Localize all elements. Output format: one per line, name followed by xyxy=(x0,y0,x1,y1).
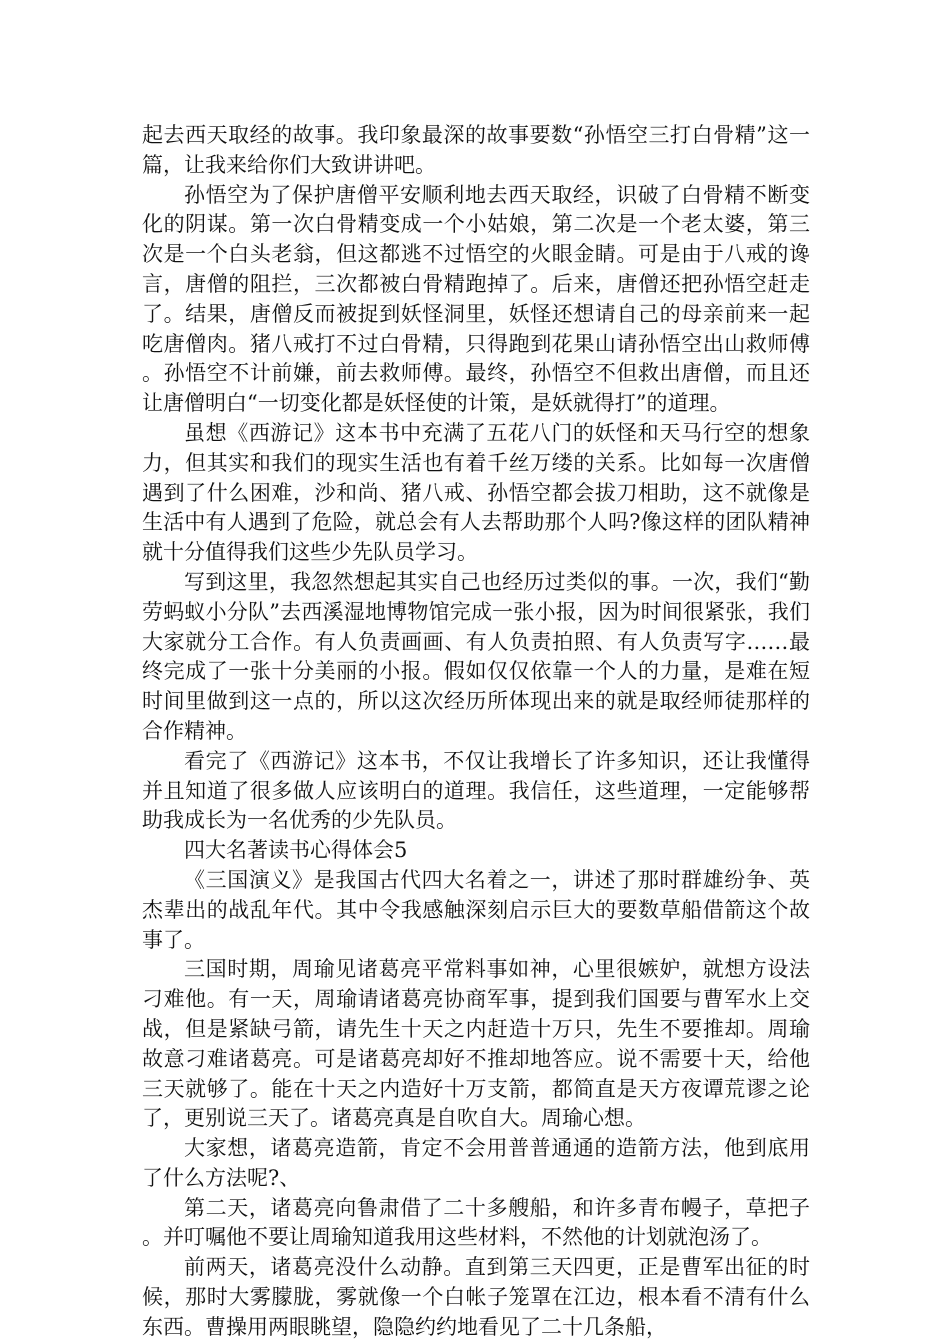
document-body xyxy=(142,121,810,1343)
paragraph-three-kingdoms-intro: 《三国演义》是我国古代四大名着之一，讲述了那时群雄纷争、英杰辈出的战乱年代。其中令我感触深刻启示巨大的要数草船借箭这个故事了。 xyxy=(142,867,810,952)
paragraph-conclusion: 看完了《西游记》这本书，不仅让我增长了许多知识，还让我懂得并且知道了很多做人应该明白的道理。我信任，这些道理，一定能够帮助我成长为一名优秀的少先队员。 xyxy=(142,748,810,833)
paragraph-foggy-night: 前两天，诸葛亮没什么动静。直到第三天四更，正是曹军出征的时候，那时大雾朦胧，雾就像一个白帐子笼罩在江边，根本看不清有什么东西。曹操用两眼眺望，隐隐约约地看见了二十几条船， xyxy=(142,1255,810,1339)
paragraph-question: 大家想，诸葛亮造箭，肯定不会用普普通通的造箭方法，他到底用了什么方法呢?、 xyxy=(142,1136,810,1190)
paragraph-teamwork-reflection: 虽想《西游记》这本书中充满了五花八门的妖怪和天马行空的想象力，但其实和我们的现实生活也有着千丝万缕的关系。比如每一次唐僧遇到了什么困难，沙和尚、猪八戒、孙悟空都会拔刀相助，这不就像是生活中有人遇到了危险，就总会有人去帮助那个人吗?像这样的团队精神就十分值得我们这些少先队员学习。 xyxy=(142,420,810,565)
paragraph-story-intro: 起去西天取经的故事。我印象最深的故事要数“孙悟空三打白骨精”这一篇，让我来给你们大致讲讲吧。 xyxy=(142,123,810,177)
paragraph-ant-team-experience: 写到这里，我忽然想起其实自己也经历过类似的事。一次，我们“勤劳蚂蚁小分队”去西溪湿地博物馆完成一张小报，因为时间很紧张，我们大家就分工合作。有人负责画画、有人负责拍照、有人负责写字……最终完成了一张十分美丽的小报。假如仅仅依靠一个人的力量，是难在短时间里做到这一点的，所以这次经历所体现出来的就是取经师徒那样的合作精神。 xyxy=(142,569,810,743)
paragraph-borrow-boats: 第二天，诸葛亮向鲁肃借了二十多艘船，和许多青布幔子，草把子。并叮嘱他不要让周瑜知道我用这些材料，不然他的计划就泡汤了。 xyxy=(142,1195,810,1250)
paragraph-white-bone-demon: 孙悟空为了保护唐僧平安顺利地去西天取经，识破了白骨精不断变化的阴谋。第一次白骨精变成一个小姑娘，第二次是一个老太婆，第三次是一个白头老翁，但这都逃不过悟空的火眼金睛。可是由于八戒的谗言，唐僧的阻拦，三次都被白骨精跑掉了。后来，唐僧还把孙悟空赶走了。结果，唐僧反而被捉到妖怪洞里，妖怪还想请自己的母亲前来一起吃唐僧肉。猪八戒打不过白骨精，只得跑到花果山请孙悟空出山救师傅。孙悟空不计前嫌，前去救师傅。最终，孙悟空不但救出唐僧，而且还让唐僧明白“一切变化都是妖怪使的计策，是妖就得打”的道理。 xyxy=(142,182,810,416)
section-heading: 四大名著读书心得体会5 xyxy=(184,838,408,863)
paragraph-zhou-yu-challenge: 三国时期，周瑜见诸葛亮平常料事如神，心里很嫉妒，就想方设法刁难他。有一天，周瑜请诸葛亮协商军事，提到我们国要与曹军水上交战，但是紧缺弓箭，请先生十天之内赶造十万只，先生不要推却。周瑜故意刁难诸葛亮。可是诸葛亮却好不推却地答应。说不需要十天，给他三天就够了。能在十天之内造好十万支箭，都简直是天方夜谭荒谬之论了，更别说三天了。诸葛亮真是自吹自大。周瑜心想。 xyxy=(142,957,810,1131)
